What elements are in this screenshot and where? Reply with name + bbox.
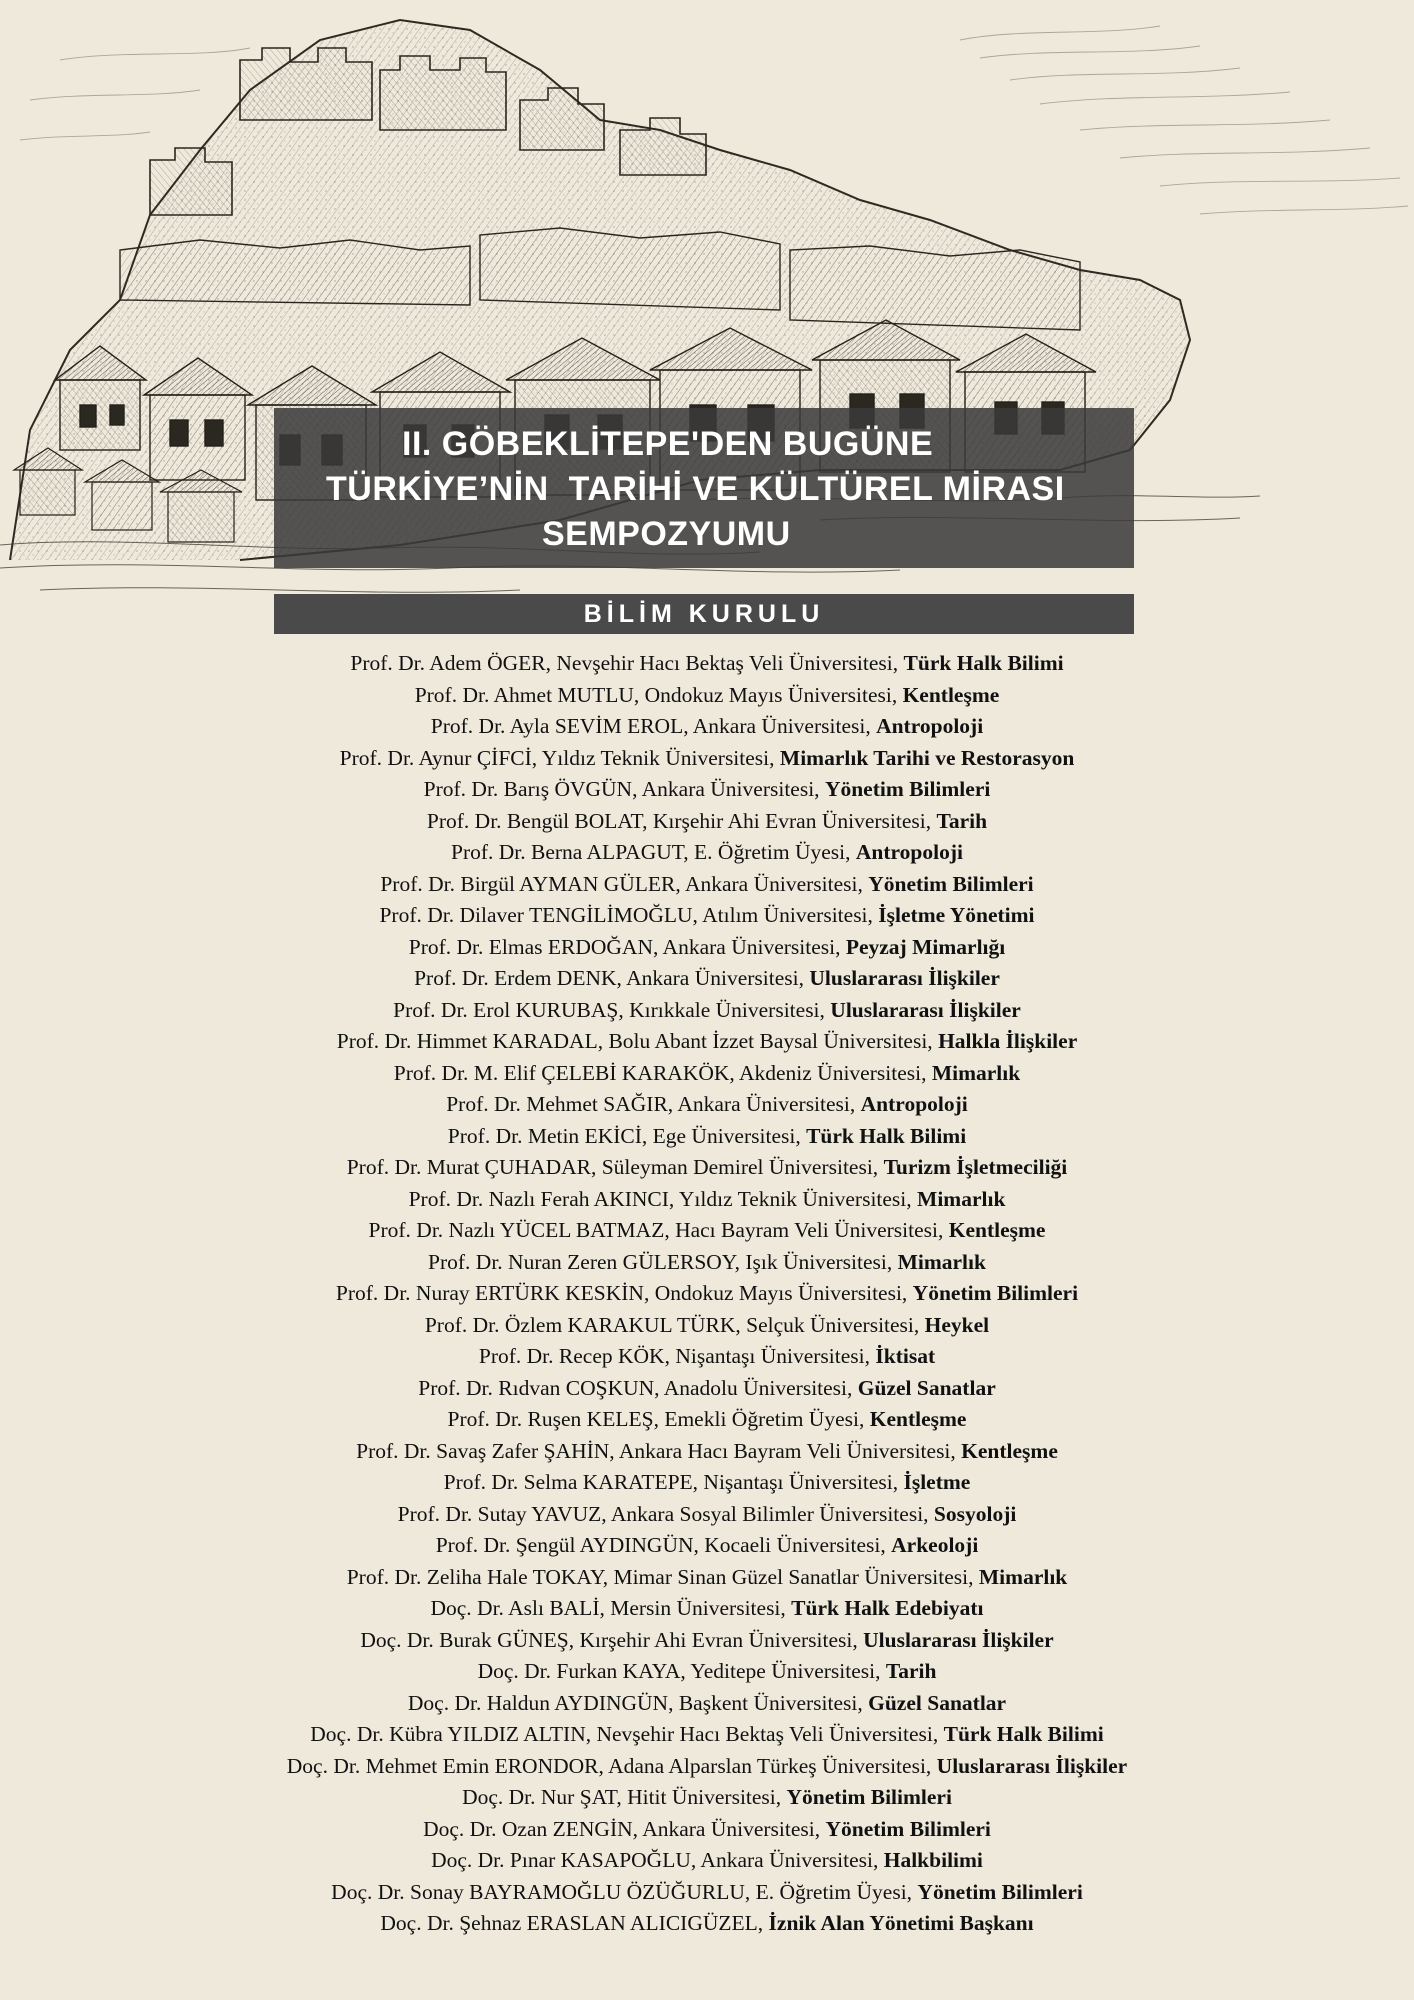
board-member-field: Uluslararası İlişkiler (936, 1753, 1128, 1778)
board-member-name: Prof. Dr. Ayla SEVİM EROL, Ankara Üniversitesi, (430, 714, 877, 738)
board-member-field: Yönetim Bilimleri (786, 1785, 952, 1809)
board-member-field: Yönetim Bilimleri (868, 871, 1034, 896)
title-line-3: SEMPOZYUMU (542, 515, 791, 554)
board-member-row (0, 963, 1414, 995)
board-member-name: Prof. Dr. Sutay YAVUZ, Ankara Sosyal Bilimler Üniversitesi, (397, 1501, 934, 1526)
board-member-field: Tarih (936, 808, 988, 833)
board-member-field: Güzel Sanatlar (868, 1690, 1007, 1715)
board-member-name: Prof. Dr. Rıdvan COŞKUN, Anadolu Üniversitesi, (418, 1375, 858, 1400)
board-member-row (0, 1814, 1414, 1846)
board-member-name: Prof. Dr. Nuran Zeren GÜLERSOY, Işık Üniversitesi, (428, 1249, 898, 1274)
board-member-name: Prof. Dr. Erol KURUBAŞ, Kırıkkale Üniversitesi, (393, 997, 831, 1022)
board-member-field: Türk Halk Bilimi (943, 1722, 1104, 1746)
board-member-name: Doç. Dr. Mehmet Emin ERONDOR, Adana Alparslan Türkeş Üniversitesi, (286, 1753, 937, 1778)
board-member-field: Antropoloji (855, 840, 963, 864)
board-member-row (0, 1845, 1414, 1877)
board-member-name: Prof. Dr. Mehmet SAĞIR, Ankara Üniversitesi, (446, 1092, 861, 1116)
board-member-row (0, 680, 1414, 712)
board-member-name: Prof. Dr. Himmet KARADAL, Bolu Abant İzzet Baysal Üniversitesi, (336, 1029, 939, 1053)
board-member-field: Türk Halk Bilimi (903, 651, 1064, 675)
board-member-row (0, 1877, 1414, 1909)
board-member-row (0, 1058, 1414, 1090)
board-member-field: Arkeoloji (891, 1533, 979, 1557)
board-member-name: Prof. Dr. Nazlı Ferah AKINCI, Yıldız Teknik Üniversitesi, (408, 1186, 918, 1211)
board-member-field: Uluslararası İlişkiler (830, 997, 1021, 1022)
board-member-field: Türk Halk Edebiyatı (791, 1596, 984, 1620)
scientific-board-list (0, 648, 1414, 1940)
board-member-name: Doç. Dr. Haldun AYDINGÜN, Başkent Üniversitesi, (407, 1690, 869, 1715)
board-member-row (0, 1499, 1414, 1531)
board-member-row (0, 1562, 1414, 1594)
board-member-name: Prof. Dr. Ruşen KELEŞ, Emekli Öğretim Üyesi, (447, 1407, 870, 1431)
board-member-name: Doç. Dr. Kübra YILDIZ ALTIN, Nevşehir Hacı Bektaş Veli Üniversitesi, (310, 1722, 944, 1746)
board-member-row (0, 648, 1414, 680)
board-member-name: Prof. Dr. M. Elif ÇELEBİ KARAKÖK, Akdeniz Üniversitesi, (393, 1060, 932, 1085)
board-member-name: Prof. Dr. Metin EKİCİ, Ege Üniversitesi, (447, 1123, 807, 1148)
board-member-row (0, 1530, 1414, 1562)
board-member-row (0, 743, 1414, 775)
board-member-name: Prof. Dr. Nazlı YÜCEL BATMAZ, Hacı Bayram Veli Üniversitesi, (368, 1218, 949, 1242)
board-member-name: Prof. Dr. Aynur ÇİFCİ, Yıldız Teknik Üniversitesi, (339, 745, 780, 770)
board-member-name: Prof. Dr. Nuray ERTÜRK KESKİN, Ondokuz Mayıs Üniversitesi, (335, 1281, 913, 1305)
board-member-field: İşletme (903, 1470, 971, 1494)
board-member-name: Doç. Dr. Şehnaz ERASLAN ALICIGÜZEL, (380, 1911, 769, 1935)
board-member-row (0, 1089, 1414, 1121)
title-line-2: TÜRKİYE’NİN TARİHİ VE KÜLTÜREL MİRASI (326, 470, 1065, 509)
board-member-row (0, 1782, 1414, 1814)
title-line-1: II. GÖBEKLİTEPE'DEN BUGÜNE (402, 425, 934, 463)
board-member-row (0, 1719, 1414, 1751)
board-member-name: Prof. Dr. Birgül AYMAN GÜLER, Ankara Üniversitesi, (380, 871, 869, 896)
board-member-name: Prof. Dr. Savaş Zafer ŞAHİN, Ankara Hacı Bayram Veli Üniversitesi, (356, 1438, 962, 1463)
board-member-field: Güzel Sanatlar (857, 1375, 996, 1400)
board-member-name: Prof. Dr. Recep KÖK, Nişantaşı Üniversitesi, (478, 1344, 876, 1368)
board-member-row (0, 1247, 1414, 1279)
board-member-field: Mimarlık (897, 1249, 986, 1274)
board-member-name: Prof. Dr. Bengül BOLAT, Kırşehir Ahi Evran Üniversitesi, (426, 808, 937, 833)
board-member-row (0, 1688, 1414, 1720)
section-heading-label: BİLİM KURULU (583, 599, 825, 628)
board-member-row (0, 1467, 1414, 1499)
board-member-row (0, 1310, 1414, 1342)
board-member-row (0, 900, 1414, 932)
symposium-title-block (274, 408, 1134, 568)
board-member-field: Yönetim Bilimleri (825, 1816, 991, 1841)
board-member-row (0, 1373, 1414, 1405)
board-member-row (0, 1215, 1414, 1247)
board-member-row (0, 1026, 1414, 1058)
board-member-row (0, 1152, 1414, 1184)
board-member-name: Prof. Dr. Adem ÖGER, Nevşehir Hacı Bektaş Veli Üniversitesi, (350, 651, 904, 675)
board-member-field: Uluslararası İlişkiler (863, 1627, 1054, 1652)
board-member-field: Yönetim Bilimleri (917, 1879, 1083, 1904)
board-member-row (0, 1625, 1414, 1657)
board-member-field: İktisat (875, 1344, 936, 1368)
board-member-row (0, 1121, 1414, 1153)
board-member-field: Kentleşme (948, 1218, 1046, 1242)
board-member-name: Prof. Dr. Ahmet MUTLU, Ondokuz Mayıs Üniversitesi, (414, 682, 903, 707)
board-member-field: Mimarlık (978, 1564, 1068, 1589)
board-member-field: Sosyoloji (933, 1501, 1017, 1526)
board-member-row (0, 1184, 1414, 1216)
board-member-name: Doç. Dr. Burak GÜNEŞ, Kırşehir Ahi Evran Üniversitesi, (360, 1627, 864, 1652)
board-member-name: Prof. Dr. Zeliha Hale TOKAY, Mimar Sinan Güzel Sanatlar Üniversitesi, (346, 1564, 979, 1589)
board-member-row (0, 932, 1414, 964)
board-member-name: Prof. Dr. Şengül AYDINGÜN, Kocaeli Üniversitesi, (435, 1533, 892, 1557)
board-member-name: Doç. Dr. Sonay BAYRAMOĞLU ÖZÜĞURLU, E. Öğretim Üyesi, (331, 1879, 918, 1904)
board-member-name: Prof. Dr. Erdem DENK, Ankara Üniversitesi, (414, 966, 810, 990)
board-member-name: Doç. Dr. Nur ŞAT, Hitit Üniversitesi, (462, 1785, 787, 1809)
board-member-name: Doç. Dr. Aslı BALİ, Mersin Üniversitesi, (430, 1596, 792, 1620)
board-member-row (0, 774, 1414, 806)
board-member-name: Prof. Dr. Elmas ERDOĞAN, Ankara Üniversitesi, (408, 934, 846, 959)
board-member-field: Turizm İşletmeciliği (883, 1155, 1068, 1179)
board-member-row (0, 1908, 1414, 1940)
board-member-row (0, 1751, 1414, 1783)
board-member-field: Uluslararası İlişkiler (809, 966, 1000, 990)
board-member-field: İznik Alan Yönetimi Başkanı (768, 1911, 1034, 1935)
board-member-field: Mimarlık Tarihi ve Restorasyon (779, 745, 1075, 770)
board-member-name: Doç. Dr. Pınar KASAPOĞLU, Ankara Üniversitesi, (431, 1848, 884, 1872)
board-member-row (0, 1656, 1414, 1688)
board-member-field: Tarih (885, 1659, 937, 1683)
board-member-field: Peyzaj Mimarlığı (845, 934, 1006, 959)
board-member-name: Prof. Dr. Barış ÖVGÜN, Ankara Üniversitesi, (423, 777, 825, 801)
board-member-name: Doç. Dr. Ozan ZENGİN, Ankara Üniversitesi, (423, 1816, 826, 1841)
board-member-field: Türk Halk Bilimi (806, 1123, 967, 1148)
board-member-row (0, 1341, 1414, 1373)
board-member-field: Mimarlık (931, 1060, 1021, 1085)
board-member-row (0, 1404, 1414, 1436)
board-member-name: Prof. Dr. Berna ALPAGUT, E. Öğretim Üyesi, (450, 840, 856, 864)
board-member-name: Prof. Dr. Murat ÇUHADAR, Süleyman Demirel Üniversitesi, (346, 1155, 884, 1179)
board-member-row (0, 1436, 1414, 1468)
board-member-row (0, 837, 1414, 869)
board-member-name: Prof. Dr. Selma KARATEPE, Nişantaşı Üniversitesi, (443, 1470, 904, 1494)
board-member-name: Doç. Dr. Furkan KAYA, Yeditepe Üniversitesi, (477, 1659, 886, 1683)
board-member-field: Antropoloji (860, 1092, 968, 1116)
section-heading-bar (274, 594, 1134, 634)
board-member-row (0, 869, 1414, 901)
board-member-row (0, 1278, 1414, 1310)
board-member-field: Mimarlık (917, 1186, 1006, 1211)
board-member-row (0, 1593, 1414, 1625)
board-member-row (0, 711, 1414, 743)
board-member-name: Prof. Dr. Dilaver TENGİLİMOĞLU, Atılım Üniversitesi, (379, 903, 879, 927)
board-member-field: Antropoloji (876, 714, 984, 738)
board-member-name: Prof. Dr. Özlem KARAKUL TÜRK, Selçuk Üniversitesi, (424, 1312, 925, 1337)
board-member-row (0, 806, 1414, 838)
board-member-field: Halkbilimi (883, 1848, 983, 1872)
board-member-field: Yönetim Bilimleri (824, 777, 991, 801)
board-member-field: Kentleşme (869, 1407, 967, 1431)
board-member-field: Yönetim Bilimleri (912, 1281, 1079, 1305)
board-member-row (0, 995, 1414, 1027)
board-member-field: Kentleşme (961, 1438, 1058, 1463)
board-member-field: Kentleşme (902, 682, 1000, 707)
board-member-field: İşletme Yönetimi (878, 903, 1035, 927)
board-member-field: Heykel (924, 1312, 990, 1337)
board-member-field: Halkla İlişkiler (938, 1029, 1078, 1053)
